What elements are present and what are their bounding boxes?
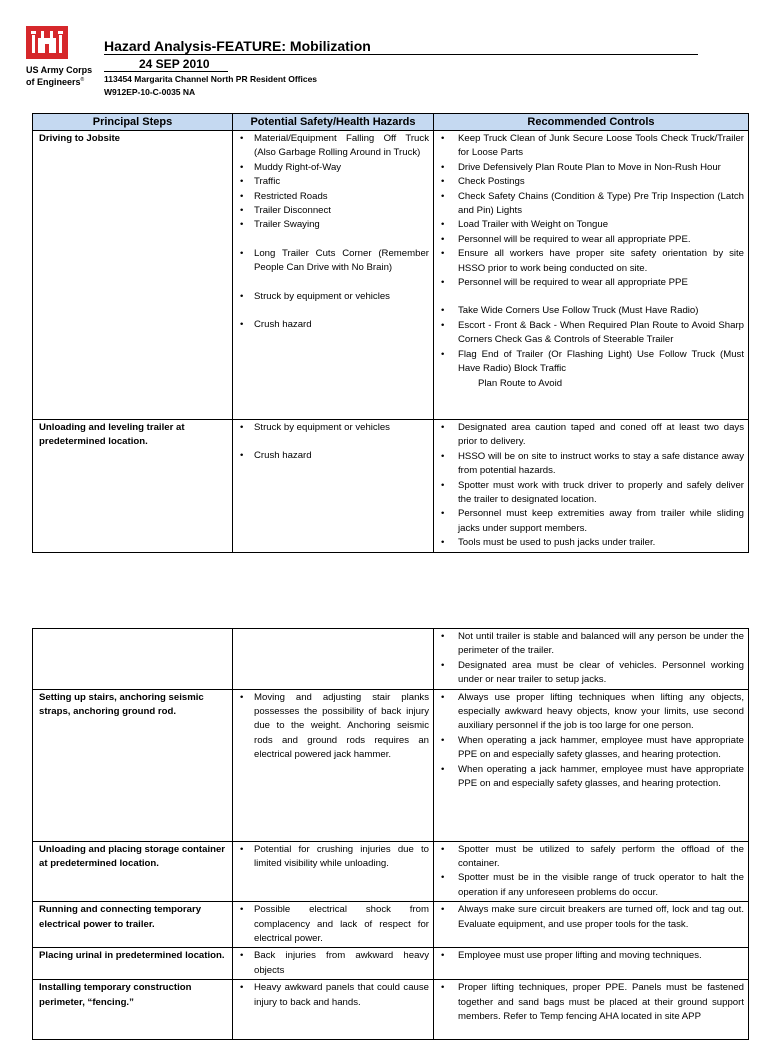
hazards-list <box>237 949 429 978</box>
list-item: • Material/Equipment Falling Off Truck (Also Garbage Rolling Around in Truck) <box>237 132 429 161</box>
controls-list <box>438 132 744 377</box>
list-item: • HSSO will be on site to instruct works to stay a safe distance away from potential hazards. <box>438 450 744 479</box>
list-item: • Possible electrical shock from complacency and lack of respect for electrical power. <box>237 903 429 946</box>
list-item: • Spotter must be utilized to safely perform the offload of the container. <box>438 843 744 872</box>
list-item: • Not until trailer is stable and balanced will any person be under the perimeter of the trailer. <box>438 630 744 659</box>
hazards-list <box>237 691 429 763</box>
list-item: • Personnel will be required to wear all appropriate PPE <box>438 276 744 290</box>
address: 113454 Margarita Channel North PR Resident Offices <box>104 74 318 84</box>
controls-cell <box>434 629 749 690</box>
list-item: • Moving and adjusting stair planks possesses the possibility of back injury due to the weight. Anchoring seismic rods and ground rods requires an electrical powered jack hammer. <box>237 691 429 763</box>
controls-list <box>438 691 744 792</box>
col-controls: Recommended Controls <box>434 114 749 131</box>
list-item: • Potential for crushing injuries due to limited visibility while unloading. <box>237 843 429 872</box>
hazards-cell <box>233 420 434 553</box>
list-item: • Spotter must be in the visible range of truck operator to halt the operation if any unforeseen problems do occur. <box>438 871 744 900</box>
list-item: • Always make sure circuit breakers are turned off, lock and tag out. Evaluate equipment, and use proper tools for the task. <box>438 903 744 932</box>
list-item: • Proper lifting techniques, proper PPE. Panels must be fastened together and sand bags must be placed at their ground support members. Refer to Temp fencing AHA located in site APP <box>438 981 744 1024</box>
controls-cell <box>434 131 749 420</box>
hazards-cell <box>233 841 434 902</box>
controls-cell <box>434 948 749 980</box>
list-item: • Keep Truck Clean of Junk Secure Loose Tools Check Truck/Trailer for Loose Parts <box>438 132 744 161</box>
list-item: • When operating a jack hammer, employee must have appropriate PPE on and especially safety glasses, and hearing protection. <box>438 734 744 763</box>
controls-cell <box>434 420 749 553</box>
hazards-list <box>237 981 429 1010</box>
org-line-1: US Army Corps <box>26 65 93 75</box>
list-item: • Employee must use proper lifting and moving techniques. <box>438 949 744 963</box>
list-item: • Crush hazard <box>237 318 429 332</box>
page-title: Hazard Analysis-FEATURE: Mobilization <box>104 38 371 54</box>
title-underline <box>104 54 698 55</box>
list-spacer <box>237 304 429 318</box>
principal-step-cell: Installing temporary construction perimeter, “fencing.” <box>33 980 233 1040</box>
list-item: • Personnel will be required to wear all appropriate PPE. <box>438 233 744 247</box>
principal-step-cell: Unloading and leveling trailer at predetermined location. <box>33 420 233 553</box>
list-item: • Flag End of Trailer (Or Flashing Light) Use Follow Truck (Must Have Radio) Block Traffic <box>438 348 744 377</box>
usace-castle-logo <box>26 26 68 59</box>
table-row <box>33 948 749 980</box>
table-row <box>33 980 749 1040</box>
principal-step-cell: Driving to Jobsite <box>33 131 233 420</box>
list-item: • Back injuries from awkward heavy objects <box>237 949 429 978</box>
principal-step-cell: Placing urinal in predetermined location. <box>33 948 233 980</box>
list-item: • Restricted Roads <box>237 190 429 204</box>
list-item: • Take Wide Corners Use Follow Truck (Must Have Radio) <box>438 304 744 318</box>
hazards-cell <box>233 948 434 980</box>
principal-step-cell: Unloading and placing storage container at predetermined location. <box>33 841 233 902</box>
controls-list <box>438 981 744 1024</box>
controls-tail-text: Plan Route to Avoid <box>478 377 563 389</box>
list-item: • Load Trailer with Weight on Tongue <box>438 218 744 232</box>
hazard-table-1 <box>32 113 749 553</box>
hazards-list <box>237 843 429 872</box>
table-row <box>33 420 749 553</box>
table-row <box>33 841 749 902</box>
date: 24 SEP 2010 <box>139 57 210 71</box>
list-item: • Long Trailer Cuts Corner (Remember People Can Drive with No Brain) <box>237 247 429 276</box>
hazards-cell <box>233 980 434 1040</box>
list-item: • Struck by equipment or vehicles <box>237 421 429 435</box>
list-item: • Always use proper lifting techniques when lifting any objects, especially awkward heavy objects, know your limits, use second auxiliary personnel if the job is too large for one person. <box>438 691 744 734</box>
organization-name <box>26 65 92 87</box>
principal-step-cell: Setting up stairs, anchoring seismic straps, anchoring ground rod. <box>33 689 233 841</box>
list-item: • Escort - Front & Back - When Required Plan Route to Avoid Sharp Corners Check Gas & Controls of Steerable Trailer <box>438 319 744 348</box>
list-item: • Traffic <box>237 175 429 189</box>
hazards-cell <box>233 629 434 690</box>
list-item: • Heavy awkward panels that could cause injury to back and hands. <box>237 981 429 1010</box>
col-principal-steps: Principal Steps <box>33 114 233 131</box>
list-item: • Trailer Swaying <box>237 218 429 232</box>
principal-step-cell: Running and connecting temporary electrical power to trailer. <box>33 902 233 948</box>
controls-list <box>438 843 744 901</box>
list-item: • Spotter must work with truck driver to properly and safely deliver the trailer to designated location. <box>438 479 744 508</box>
list-item: • Designated area caution taped and coned off at least two days prior to delivery. <box>438 421 744 450</box>
controls-cell <box>434 902 749 948</box>
list-item: • When operating a jack hammer, employee must have appropriate PPE on and especially safety glasses, and hearing protection. <box>438 763 744 792</box>
hazards-cell <box>233 131 434 420</box>
hazards-cell <box>233 689 434 841</box>
list-item: • Check Postings <box>438 175 744 189</box>
list-item: • Struck by equipment or vehicles <box>237 290 429 304</box>
hazards-list <box>237 903 429 946</box>
controls-list <box>438 421 744 551</box>
list-spacer <box>237 233 429 247</box>
list-item: • Crush hazard <box>237 449 429 463</box>
list-item: • Designated area must be clear of vehicles. Personnel working under or near trailer to setup jacks. <box>438 659 744 688</box>
hazards-list <box>237 421 429 464</box>
list-item: • Ensure all workers have proper site safety orientation by site HSSO prior to work being conducted on site. <box>438 247 744 276</box>
list-spacer <box>237 435 429 449</box>
controls-cell <box>434 980 749 1040</box>
list-item: • Muddy Right-of-Way <box>237 161 429 175</box>
controls-list <box>438 903 744 932</box>
controls-list <box>438 630 744 688</box>
list-item: • Trailer Disconnect <box>237 204 429 218</box>
table-header-row <box>33 114 749 131</box>
list-item: • Tools must be used to push jacks under trailer. <box>438 536 744 550</box>
list-item: • Check Safety Chains (Condition & Type) Pre Trip Inspection (Latch and Pin) Lights <box>438 190 744 219</box>
principal-step-cell <box>33 629 233 690</box>
contract-number: W912EP-10-C-0035 NA <box>104 87 196 97</box>
hazards-list <box>237 132 429 332</box>
table-row <box>33 689 749 841</box>
controls-list <box>438 949 744 963</box>
list-spacer <box>438 290 744 304</box>
date-underline <box>104 71 228 72</box>
table-row <box>33 902 749 948</box>
table-row <box>33 131 749 420</box>
registered-mark: ® <box>80 77 85 83</box>
hazards-cell <box>233 902 434 948</box>
controls-cell <box>434 841 749 902</box>
hazard-table-2 <box>32 628 749 1040</box>
list-item: • Drive Defensively Plan Route Plan to Move in Non-Rush Hour <box>438 161 744 175</box>
controls-cell <box>434 689 749 841</box>
list-item: • Personnel must keep extremities away from trailer while sliding jacks under support members. <box>438 507 744 536</box>
table-row <box>33 629 749 690</box>
org-line-2-text: of Engineers <box>26 77 81 87</box>
col-hazards: Potential Safety/Health Hazards <box>233 114 434 131</box>
list-spacer <box>237 276 429 290</box>
org-line-2 <box>26 75 92 87</box>
